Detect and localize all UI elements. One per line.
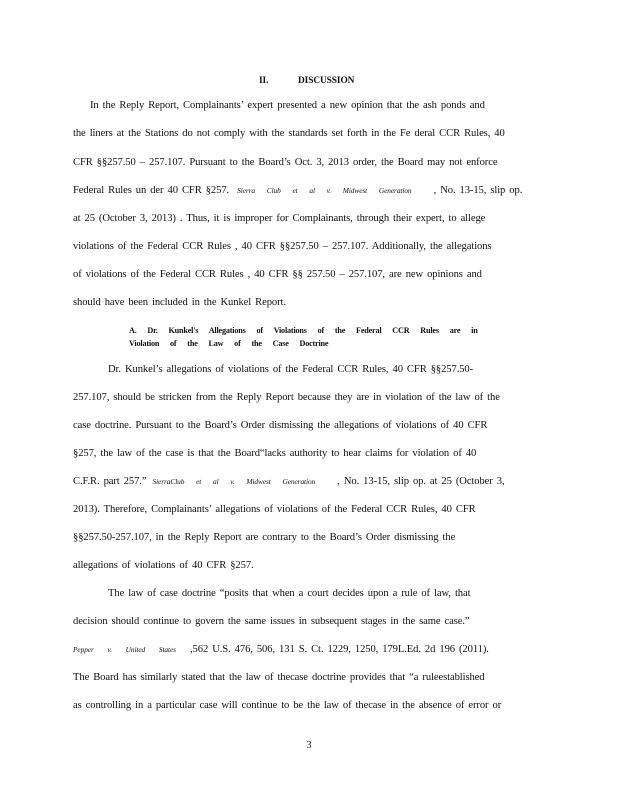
- paragraph-2-line-8: allegations of violations of 40 CFR §257.: [73, 560, 254, 571]
- paragraph-1-line-1: In the Reply Report, Complainants’ expert presented a new opinion that the ash ponds and: [90, 100, 485, 111]
- paragraph-1-line-6: violations of the Federal CCR Rules , 40 CFR §§257.50 – 257.107. Additionally, the allegations: [73, 241, 492, 252]
- paragraph-1-line-4: [73, 184, 522, 198]
- paragraph-2-line-3: case doctrine. Pursuant to the Board’s Order dismissing the allegations of violations of 40 CFR: [73, 420, 488, 431]
- section-title: DISCUSSION: [298, 76, 355, 86]
- subheading-line-2: Violation of the Law of the Case Doctrine: [129, 339, 329, 348]
- section-number: II.: [259, 76, 269, 86]
- statute-text: Federal Rules un der 40 CFR §257.: [73, 185, 230, 196]
- case-citation: SierraClub et al v. Midwest Generation: [152, 477, 316, 486]
- paragraph-2-line-1: Dr. Kunkel’s allegations of violations of the Federal CCR Rules, 40 CFR §§257.50-: [108, 364, 474, 375]
- paragraph-2-line-6: 2013). Therefore, Complainants’ allegations of violations of the Federal CCR Rules, 40 CFR: [73, 504, 476, 515]
- paragraph-1-line-7: of violations of the Federal CCR Rules , 40 CFR §§ 257.50 – 257.107, are new opinions and: [73, 269, 482, 280]
- paragraph-3-line-1: The law of case doctrine “posits that when a court decides upon a rule of law, that: [108, 588, 471, 599]
- paragraph-3-line-4: The Board has similarly stated that the law of thecase doctrine provides that “a ruleestablished: [73, 672, 485, 683]
- paragraph-3-line-2: decision should continue to govern the same issues in subsequent stages in the same case.”: [73, 616, 470, 627]
- paragraph-2-line-2: 257.107, should be stricken from the Reply Report because they are in violation of the law of the: [73, 392, 500, 403]
- paragraph-3-line-5: as controlling in a particular case will continue to be the law of thecase in the absence of error or: [73, 700, 502, 711]
- page-number: 3: [306, 740, 312, 751]
- citation-text: , No. 13-15, slip op.: [433, 185, 523, 196]
- paragraph-2-line-7: §§257.50-257.107, in the Reply Report are contrary to the Board’s Order dismissing the: [73, 532, 456, 543]
- paragraph-1-line-5: at 25 (October 3, 2013) . Thus, it is improper for Complainants, through their expert, to allege: [73, 213, 486, 224]
- citation-text: , No. 13-15, slip op. at 25 (October 3,: [337, 476, 505, 487]
- paragraph-1-line-2: the liners at the Stations do not comply with the standards set forth in the Fe deral CCR Rules, 40: [73, 128, 505, 139]
- case-citation: Sierra Club et al v. Midwest Generation: [237, 186, 412, 195]
- paragraph-2-line-5: [73, 475, 505, 489]
- citation-text: ,562 U.S. 476, 506, 131 S. Ct. 1229, 1250, 179L.Ed. 2d 196 (2011).: [190, 644, 489, 655]
- paragraph-3-line-3: [73, 643, 489, 657]
- case-citation: Pepper v. United States: [73, 645, 176, 654]
- paragraph-1-line-3: CFR §§257.50 – 257.107. Pursuant to the Board’s Oct. 3, 2013 order, the Board may not enforce: [73, 157, 498, 168]
- subheading-line-1: A. Dr. Kunkel's Allegations of Violations of the Federal CCR Rules are in: [129, 326, 478, 335]
- quote-text: C.F.R. part 257.”: [73, 476, 147, 487]
- paragraph-1-line-8: should have been included in the Kunkel Report.: [73, 297, 286, 308]
- paragraph-2-line-4: §257, the law of the case is that the Board“lacks authority to hear claims for violation of 40: [73, 448, 477, 459]
